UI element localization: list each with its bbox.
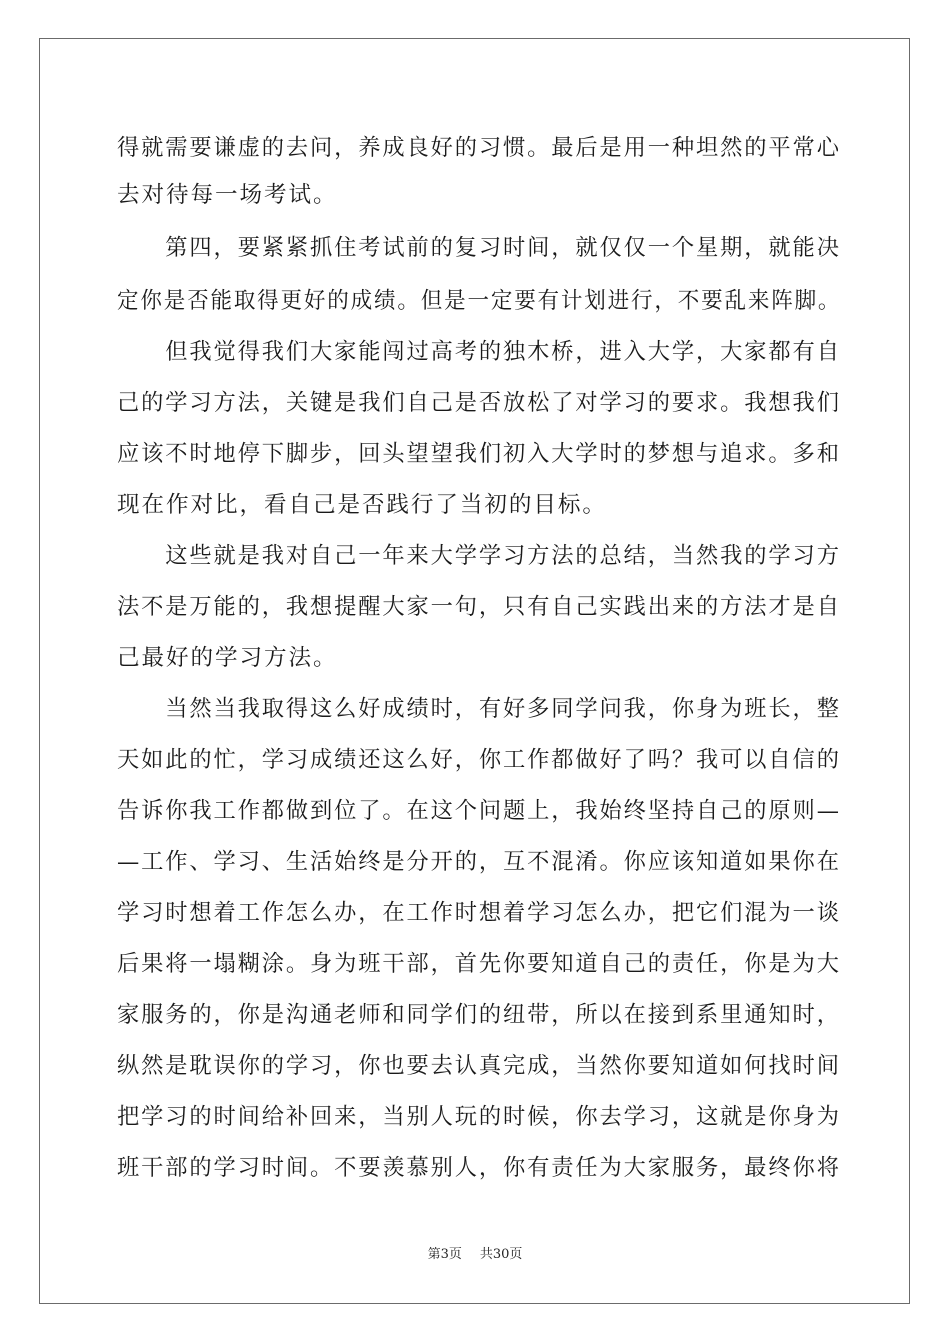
text-line: —工作、学习、生活始终是分开的，互不混淆。你应该知道如果你在	[117, 849, 841, 875]
text-line: 定你是否能取得更好的成绩。但是一定要有计划进行，不要乱来阵脚。	[117, 288, 842, 314]
text-line: 法不是万能的，我想提醒大家一句，只有自己实践出来的方法才是自	[117, 594, 841, 620]
text-line: 去对待每一场考试。	[117, 182, 338, 208]
text-line: 天如此的忙，学习成绩还这么好，你工作都做好了吗？我可以自信的	[117, 747, 841, 773]
text-line: 后果将一塌糊涂。身为班干部，首先你要知道自己的责任，你是为大	[117, 951, 841, 977]
text-line: 但我觉得我们大家能闯过高考的独木桥，进入大学，大家都有自	[117, 339, 841, 365]
text-line: 班干部的学习时间。不要羡慕别人，你有责任为大家服务，最终你将	[117, 1155, 841, 1181]
page-number: 第3页	[427, 1247, 462, 1262]
text-line: 学习时想着工作怎么办，在工作时想着学习怎么办，把它们混为一谈	[117, 900, 841, 926]
text-line: 第四，要紧紧抓住考试前的复习时间，就仅仅一个星期，就能决	[117, 235, 841, 261]
page-footer	[0, 1245, 950, 1265]
page-total: 共30页	[479, 1247, 523, 1262]
text-line: 应该不时地停下脚步，回头望望我们初入大学时的梦想与追求。多和	[117, 441, 841, 467]
text-line: 己的学习方法，关键是我们自己是否放松了对学习的要求。我想我们	[117, 390, 841, 416]
text-line: 家服务的，你是沟通老师和同学们的纽带，所以在接到系里通知时，	[117, 1002, 841, 1028]
text-line: 纵然是耽误你的学习，你也要去认真完成，当然你要知道如何找时间	[117, 1053, 841, 1079]
text-line: 己最好的学习方法。	[117, 645, 338, 671]
text-line: 这些就是我对自己一年来大学学习方法的总结，当然我的学习方	[117, 543, 841, 569]
text-line: 当然当我取得这么好成绩时，有好多同学问我，你身为班长，整	[117, 696, 841, 722]
text-line: 告诉你我工作都做到位了。在这个问题上，我始终坚持自己的原则—	[117, 798, 841, 824]
text-line: 现在作对比，看自己是否践行了当初的目标。	[117, 492, 607, 518]
text-line: 得就需要谦虚的去问，养成良好的习惯。最后是用一种坦然的平常心	[117, 135, 841, 161]
text-line: 把学习的时间给补回来，当别人玩的时候，你去学习，这就是你身为	[117, 1104, 841, 1130]
